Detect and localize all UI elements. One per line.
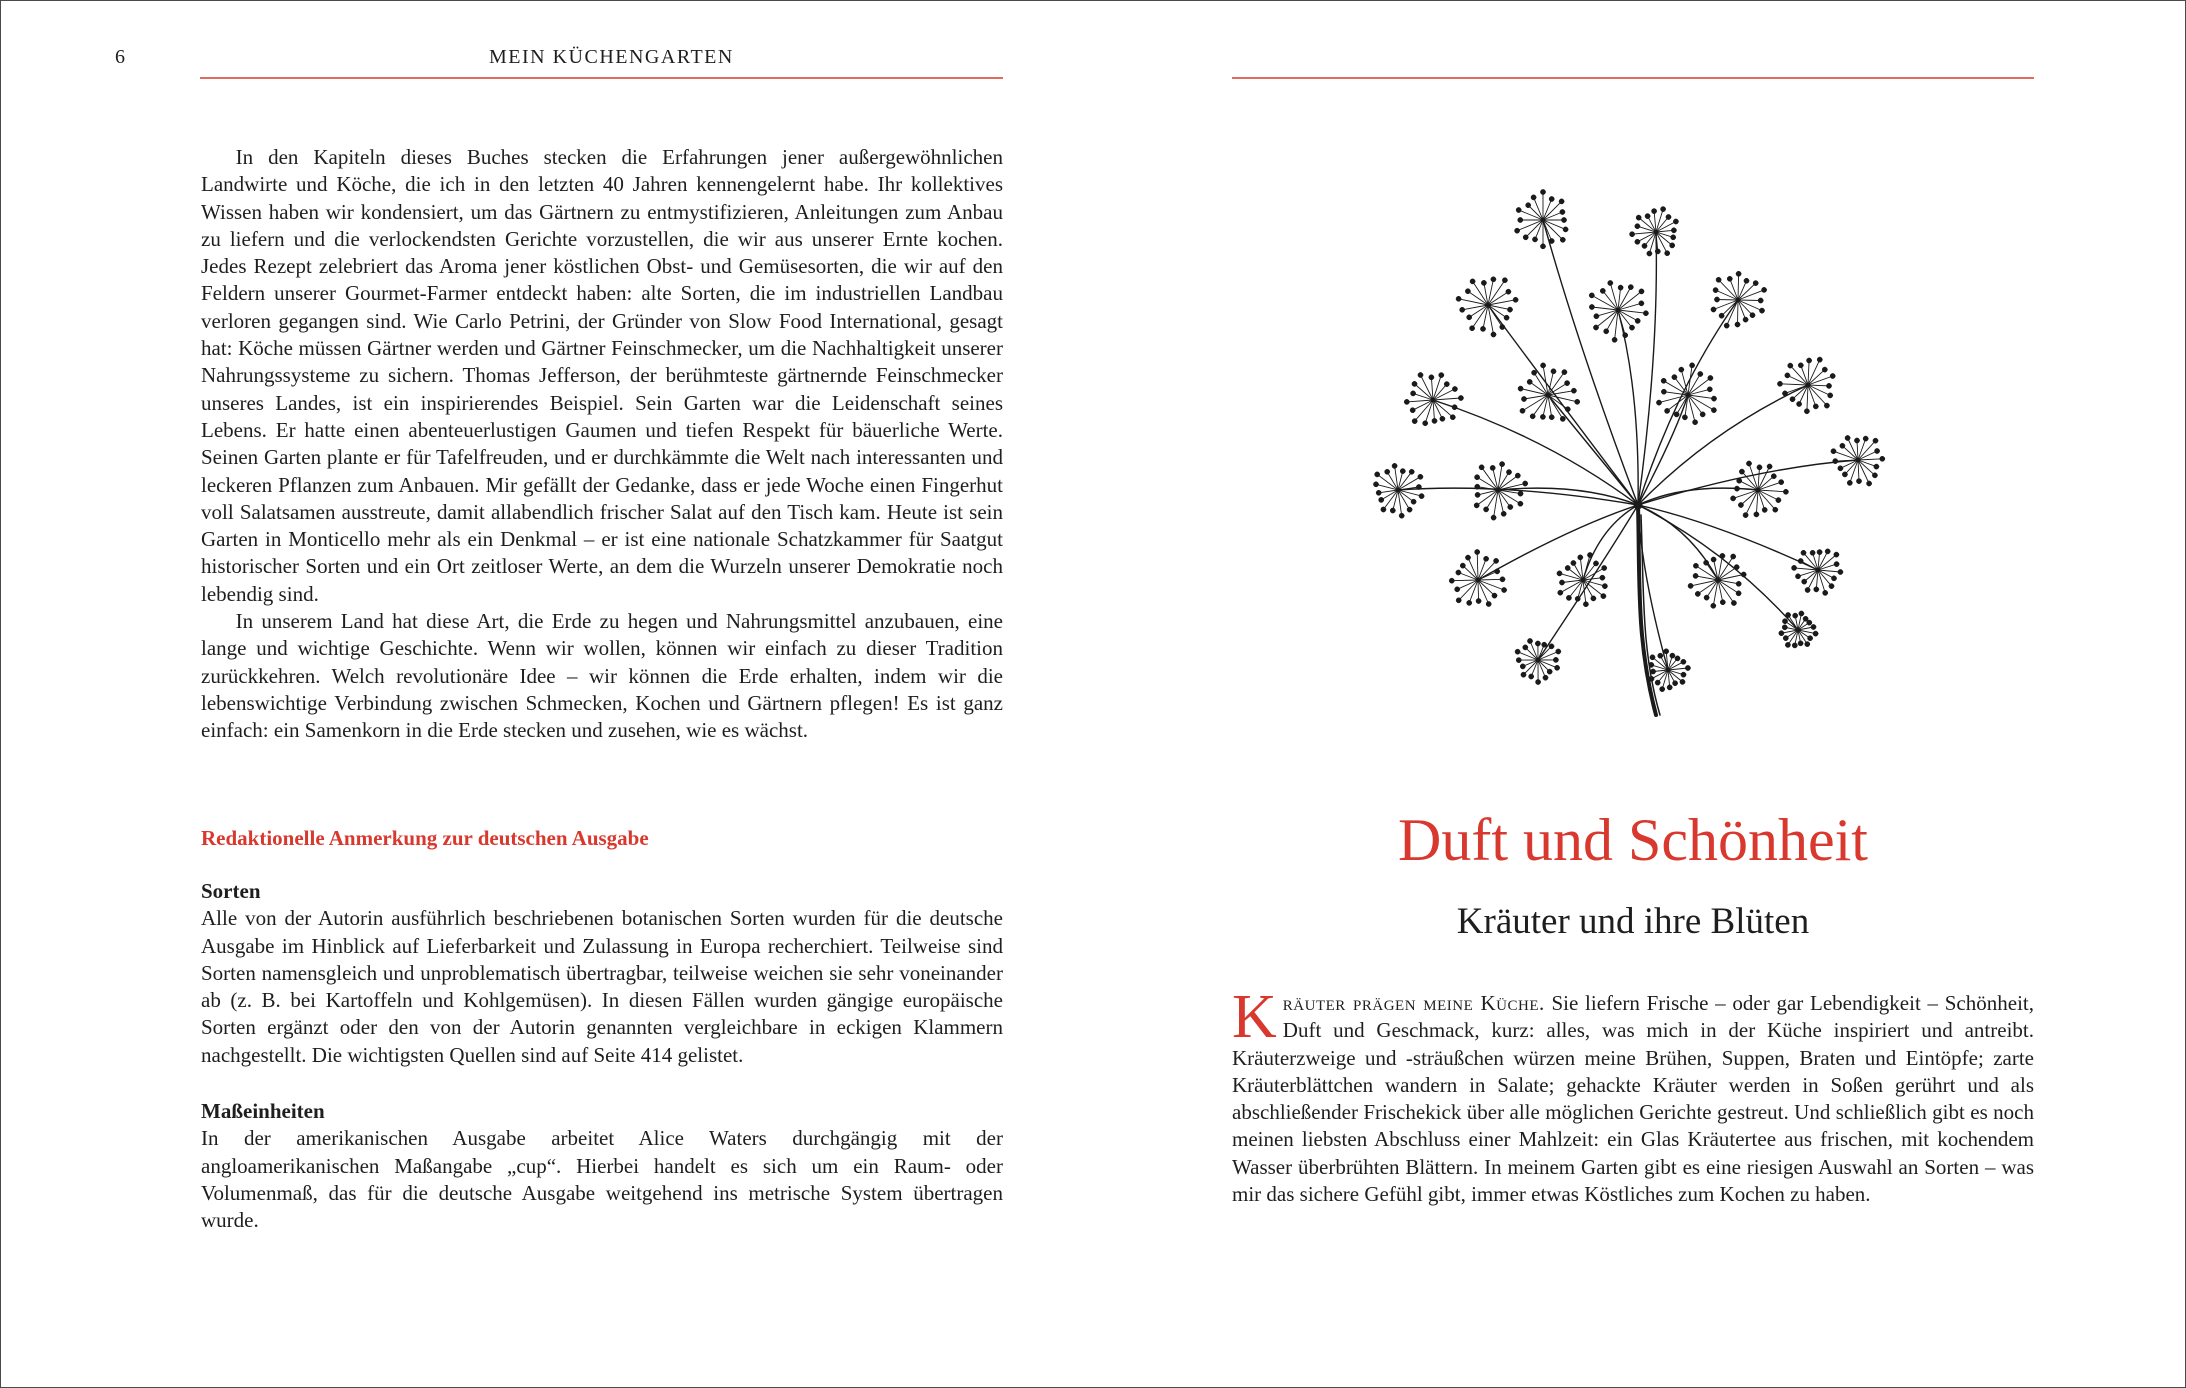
note-paragraph: In der amerikanischen Ausgabe arbeitet Alice Waters durchgängig mit der angloamerikanischen Maßangabe „cup“. Hierbei handelt es sich um ein Raum- oder Volumenmaß, das für die deutsche Ausgabe weitgehend ins metrische System übertragen wurde. [201,1126,1003,1233]
intro-text [201,144,1003,745]
lead-in: räuter prägen meine Küche. [1282,991,1545,1015]
umbel-flower-illustration [1338,160,1918,750]
chapter-subtitle: Kräuter und ihre Blüten [1456,901,1810,942]
chapter-body: Sie liefern Frische – oder gar Lebendigkeit – Schönheit, Duft und Geschmack, kurz: alles, was mich in der Küche inspiriert und antreibt. Kräuterzweige und -sträußchen würzen meine Brühen, Suppen, Braten und Eintöpfe; zarte Kräuterblättchen wandern in Salate; gehackte Kräuter werden in Soßen gerührt und als abschließender Frischekick über alle möglichen Gerichte gestreut. Und schließlich gibt es noch meinen liebsten Abschluss einer Mahlzeit: ein Glas Kräutertee aus frischen, mit kochendem Wasser überbrühten Blättern. In meinem Garten gibt es eine riesigen Auswahl an Sorten – was mir das sichere Gefühl gibt, immer etwas Köstliches zum Kochen zu haben. [1232,991,2034,1207]
note-section-sorten [201,878,1003,1069]
note-section-masseinheiten [201,1098,1003,1234]
note-paragraph: Alle von der Autorin ausführlich beschriebenen botanischen Sorten wurden für die deutsche Ausgabe im Hinblick auf Lieferbarkeit und Zulassung in Europa recherchiert. Teilweise sind Sorten namensgleich und unproblematisch übertragbar, teilweise weichen sie sehr voneinander ab (z. B. bei Kartoffeln und Kohlgemüsen). In diesen Fällen wurden gängige europäische Sorten ergänzt oder den von der Autorin genannten vergleichbare in eckigen Klammern nachgestellt. Die wichtigsten Quellen sind auf Seite 414 gelistet. [201,906,1003,1067]
note-subheading: Maßeinheiten [201,1099,325,1123]
header-rule-left [200,77,1003,79]
editorial-note-heading: Redaktionelle Anmerkung zur deutschen Ausgabe [201,826,649,850]
running-head: MEIN KÜCHENGARTEN [489,46,734,68]
note-subheading: Sorten [201,879,261,903]
header-rule-right [1232,77,2034,79]
intro-paragraph: In den Kapiteln dieses Buches stecken die Erfahrungen jener außergewöhnlichen Landwirte und Köche, die ich in den letzten 40 Jahren kennengelernt habe. Ihr kollektives Wissen haben wir kondensiert, um das Gärtnern zu entmystifizieren, Anleitungen zum Anbau zu liefern und die verlockendsten Gerichte vorzustellen, die wir aus unserer Ernte kochen. Jedes Rezept zelebriert das Aroma jener köstlichen Obst- und Gemüsesorten, die wir auf den Feldern unserer Gourmet-Farmer entdeckt haben: alte Sorten, die im industriellen Landbau verloren gegangen sind. Wie Carlo Petrini, der Gründer von Slow Food International, gesagt hat: Köche müssen Gärtner werden und Gärtner Feinschmecker, um die Nachhaltigkeit unserer Nahrungssysteme zu sichern. Thomas Jefferson, der berühmteste gärtnernde Feinschmecker unseres Landes, ist ein inspirierendes Beispiel. Sein Garten war die Leidenschaft seines Lebens. Er hatte einen abenteuerlustigen Gaumen und tiefen Respekt für bäuerliche Werte. Seinen Garten plante er für Tafelfreuden, und er durchkämmte die Welt nach interessanten und leckeren Pflanzen zum Anbauen. Mir gefällt der Gedanke, dass er jede Woche einen Fingerhut voll Salatsamen ausstreute, damit allabendlich frischer Salat auf den Tisch kam. Heute ist sein Garten in Monticello mehr als ein Denkmal – er ist eine nationale Schatzkammer für Saatgut historischer Sorten und ein Ort zeitloser Werte, an dem die Wurzeln unserer Demokratie noch lebendig sind. [201,145,1003,606]
chapter-title: Duft und Schönheit [1398,807,1868,873]
drop-cap: K [1232,983,1277,1051]
chapter-intro-text [1232,983,2034,1208]
intro-paragraph: In unserem Land hat diese Art, die Erde zu hegen und Nahrungsmittel anzubauen, eine lange und wichtige Geschichte. Wenn wir wollen, können wir einfach zu dieser Tradition zurückkehren. Welch revolutionäre Idee – wir können die Erde erhalten, indem wir die lebenswichtige Verbindung zwischen Schmecken, Kochen und Gärtnern pflegen! Es ist ganz einfach: ein Samenkorn in die Erde stecken und zusehen, wie es wächst. [201,609,1003,743]
page-number: 6 [115,46,125,68]
chapter-intro-paragraph [1232,983,2034,1208]
